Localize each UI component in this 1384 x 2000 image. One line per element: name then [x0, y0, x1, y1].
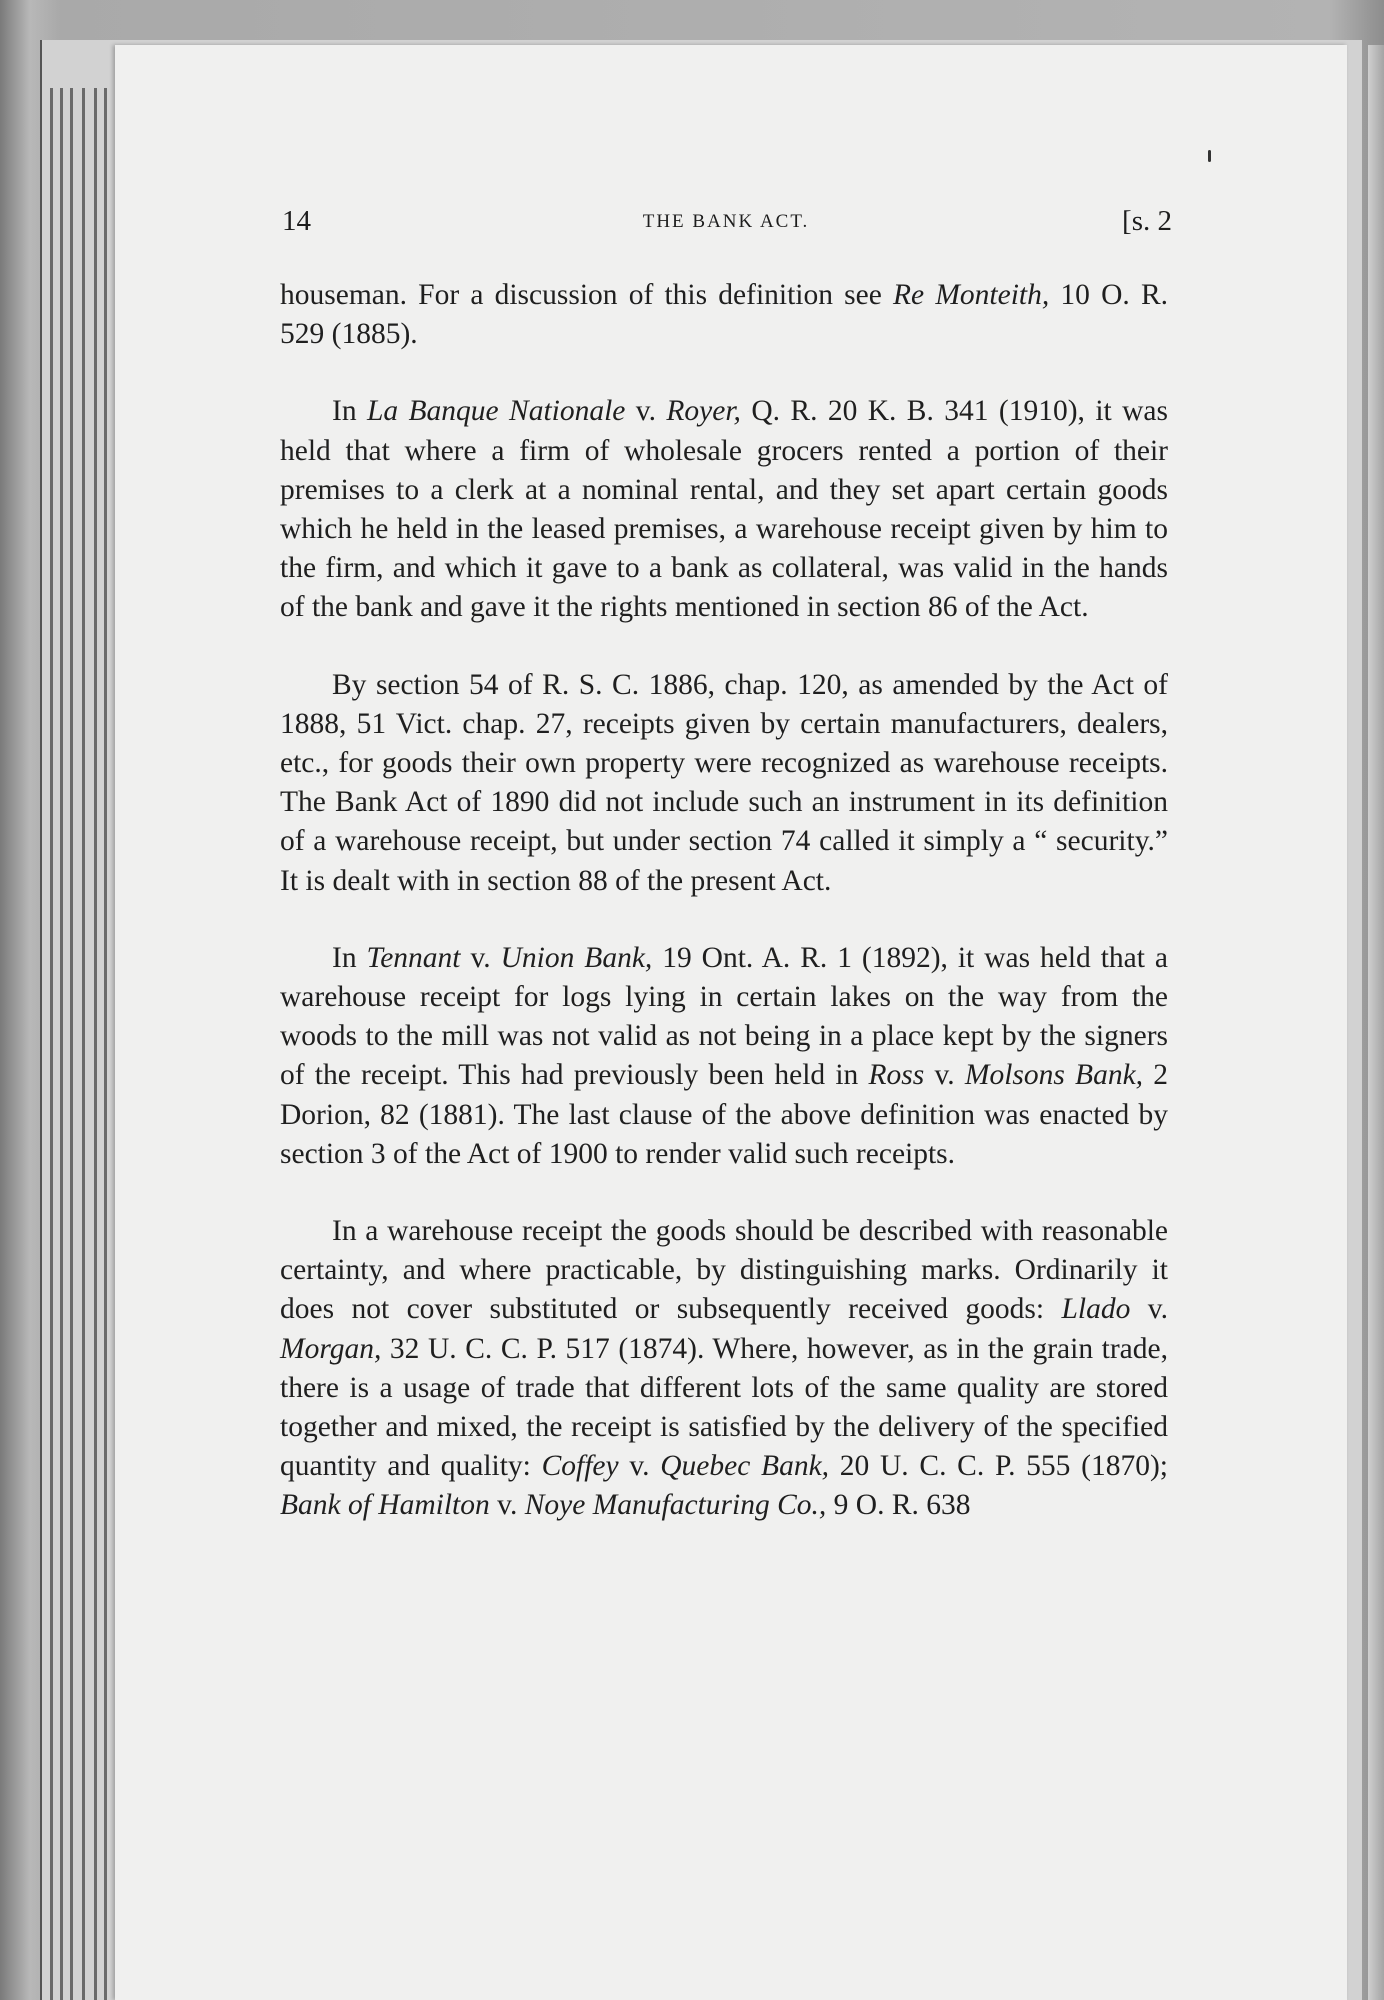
paragraph: [280, 392, 1168, 627]
case-citation: Ross: [868, 1059, 925, 1092]
case-citation: Re Monteith,: [893, 279, 1050, 311]
text-segment: v.: [618, 1450, 661, 1483]
paragraph: [280, 939, 1168, 1174]
case-citation: Union Bank,: [500, 941, 653, 974]
case-citation: Tennant: [366, 941, 461, 974]
text-segment: Q. R. 20 K. B. 341 (1910), it was held that where a firm of wholesale grocers rented a portion of their premises to a clerk at a nominal rental, and they set apart certain goods which he held in the leased premises, a warehouse receipt given by him to the firm, and which it gave to a bank as collateral, was valid in the hands of the bank and gave it the rights mentioned in section 86 of the Act.: [280, 395, 1168, 624]
page-number: 14: [282, 205, 311, 237]
paragraph: [280, 1212, 1168, 1526]
case-citation: Molsons Bank,: [964, 1059, 1144, 1092]
text-segment: 9 O. R. 638: [826, 1489, 971, 1522]
text-segment: v.: [1130, 1293, 1168, 1326]
text-segment: 19 Ont. A. R. 1 (1892), it was held that a warehouse receipt for logs lying in certain lakes on the way from the woods to the mill was not valid as not being in a place kept by the signers of the receipt. This had previously been held in: [280, 941, 1168, 1092]
case-citation: Bank of Hamilton: [280, 1489, 490, 1522]
text-segment: 20 U. C. C. P. 555 (1870);: [829, 1450, 1168, 1483]
body-text: [280, 276, 1168, 1564]
text-segment: v.: [924, 1059, 965, 1092]
text-segment: v.: [460, 941, 501, 974]
text-segment: v.: [489, 1489, 525, 1522]
section-reference: [s. 2: [1122, 205, 1172, 237]
case-citation: Noye Manufacturing Co.,: [524, 1489, 827, 1522]
running-title: THE BANK ACT.: [642, 211, 810, 232]
text-segment: In: [332, 395, 367, 428]
case-citation: Quebec Bank,: [660, 1450, 830, 1483]
paragraph: [280, 276, 1168, 354]
case-citation: Coffey: [541, 1450, 619, 1483]
case-citation: Llado: [1061, 1293, 1131, 1326]
page-edge-line: [104, 88, 107, 2000]
page-edge-line: [50, 88, 53, 2000]
case-citation: Royer,: [666, 395, 741, 428]
case-citation: Morgan,: [280, 1332, 382, 1365]
text-segment: By section 54 of R. S. C. 1886, chap. 120, as amended by the Act of 1888, 51 Vict. chap. 27, receipts given by certain manufacturers, dealers, etc., for goods their own property were recognized as warehouse receipts. The Bank Act of 1890 did not include such an instrument in its definition of a warehouse receipt, but under section 74 called it simply a “ security.” It is dealt with in section 88 of the present Act.: [280, 668, 1168, 897]
text-segment: 32 U. C. C. P. 517 (1874). Where, however, as in the grain trade, there is a usage of trade that different lots of the same quality are stored together and mixed, the receipt is satisfied by the delivery of the specified quantity and quality:: [280, 1332, 1168, 1483]
text-segment: v.: [625, 395, 667, 428]
text-segment: In a warehouse receipt the goods should be described with reasonable certainty, and where practicable, by distinguishing marks. Ordinarily it does not cover substituted or subsequently received goods:: [280, 1215, 1168, 1326]
page-edge-line: [82, 88, 85, 2000]
text-segment: 10 O. R. 529 (1885).: [280, 279, 1168, 351]
page-edge-line: [60, 88, 63, 2000]
page-edge-line: [94, 88, 97, 2000]
page-header: [280, 205, 1172, 245]
scan-speck: [1208, 150, 1211, 162]
text-segment: houseman. For a discussion of this definition see: [280, 279, 894, 311]
paragraph: [280, 666, 1168, 901]
text-segment: 2 Dorion, 82 (1881). The last clause of the above definition was enacted by section 3 of the Act of 1900 to render valid such receipts.: [280, 1059, 1168, 1170]
text-segment: In: [332, 941, 367, 974]
page-right-edge: [1368, 45, 1384, 2000]
page-edge-line: [70, 88, 73, 2000]
case-citation: La Banque Nationale: [366, 395, 626, 428]
